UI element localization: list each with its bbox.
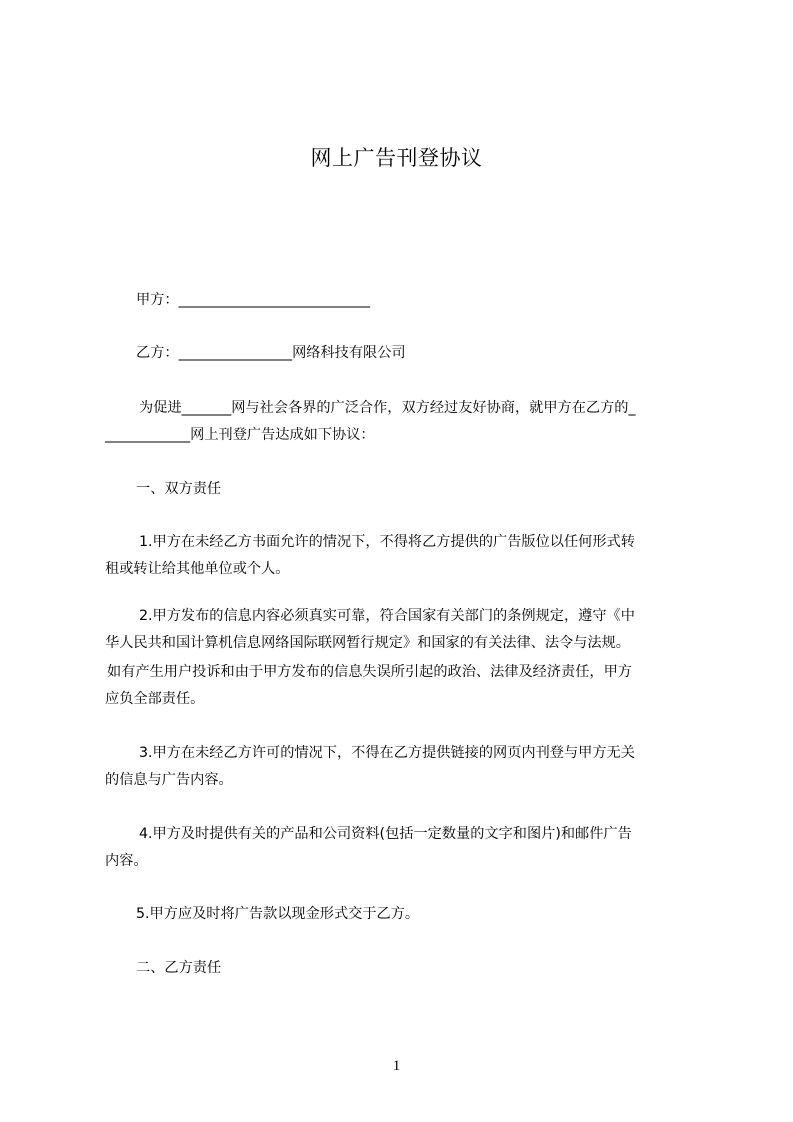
clause-2-line-2: 华人民共和国计算机信息网络国际联网暂行规定》和国家的有关法律、法令与法规。 xyxy=(105,635,630,651)
party-b-line: 乙方：________________网络科技有限公司 xyxy=(136,345,406,361)
clause-4-line-1: 4.甲方及时提供有关的产品和公司资料(包括一定数量的文字和图片)和邮件广告 xyxy=(139,826,632,842)
clause-4-line-2: 内容。 xyxy=(105,853,148,869)
intro-line-2: ____________网上刊登广告达成如下协议： xyxy=(105,427,375,443)
page-title: 网上广告刊登协议 xyxy=(310,146,483,170)
section-2-heading: 二、乙方责任 xyxy=(136,960,222,976)
party-a-line: 甲方：___________________________ xyxy=(136,292,371,308)
clause-3-line-2: 的信息与广告内容。 xyxy=(105,772,233,788)
clause-1-line-2: 租或转让给其他单位或个人。 xyxy=(105,561,290,577)
clause-2-line-3: 如有产生用户投诉和由于甲方发布的信息失误所引起的政治、法律及经济责任，甲方 xyxy=(107,664,632,680)
clause-5-line: 5.甲方应及时将广告款以现金形式交于乙方。 xyxy=(136,906,420,922)
clause-2-line-4: 应负全部责任。 xyxy=(105,691,205,707)
section-1-heading: 一、双方责任 xyxy=(136,481,222,497)
intro-line-1: 为促进_______网与社会各界的广泛合作，双方经过友好协商，就甲方在乙方的_ xyxy=(139,400,636,416)
clause-2-line-1: 2.甲方发布的信息内容必须真实可靠，符合国家有关部门的条例规定，遵守《中 xyxy=(139,608,635,624)
clause-3-line-1: 3.甲方在未经乙方许可的情况下，不得在乙方提供链接的网页内刊登与甲方无关 xyxy=(139,745,635,761)
clause-1-line-1: 1.甲方在未经乙方书面允许的情况下，不得将乙方提供的广告版位以任何形式转 xyxy=(139,534,635,550)
page-number: 1 xyxy=(392,1058,401,1074)
